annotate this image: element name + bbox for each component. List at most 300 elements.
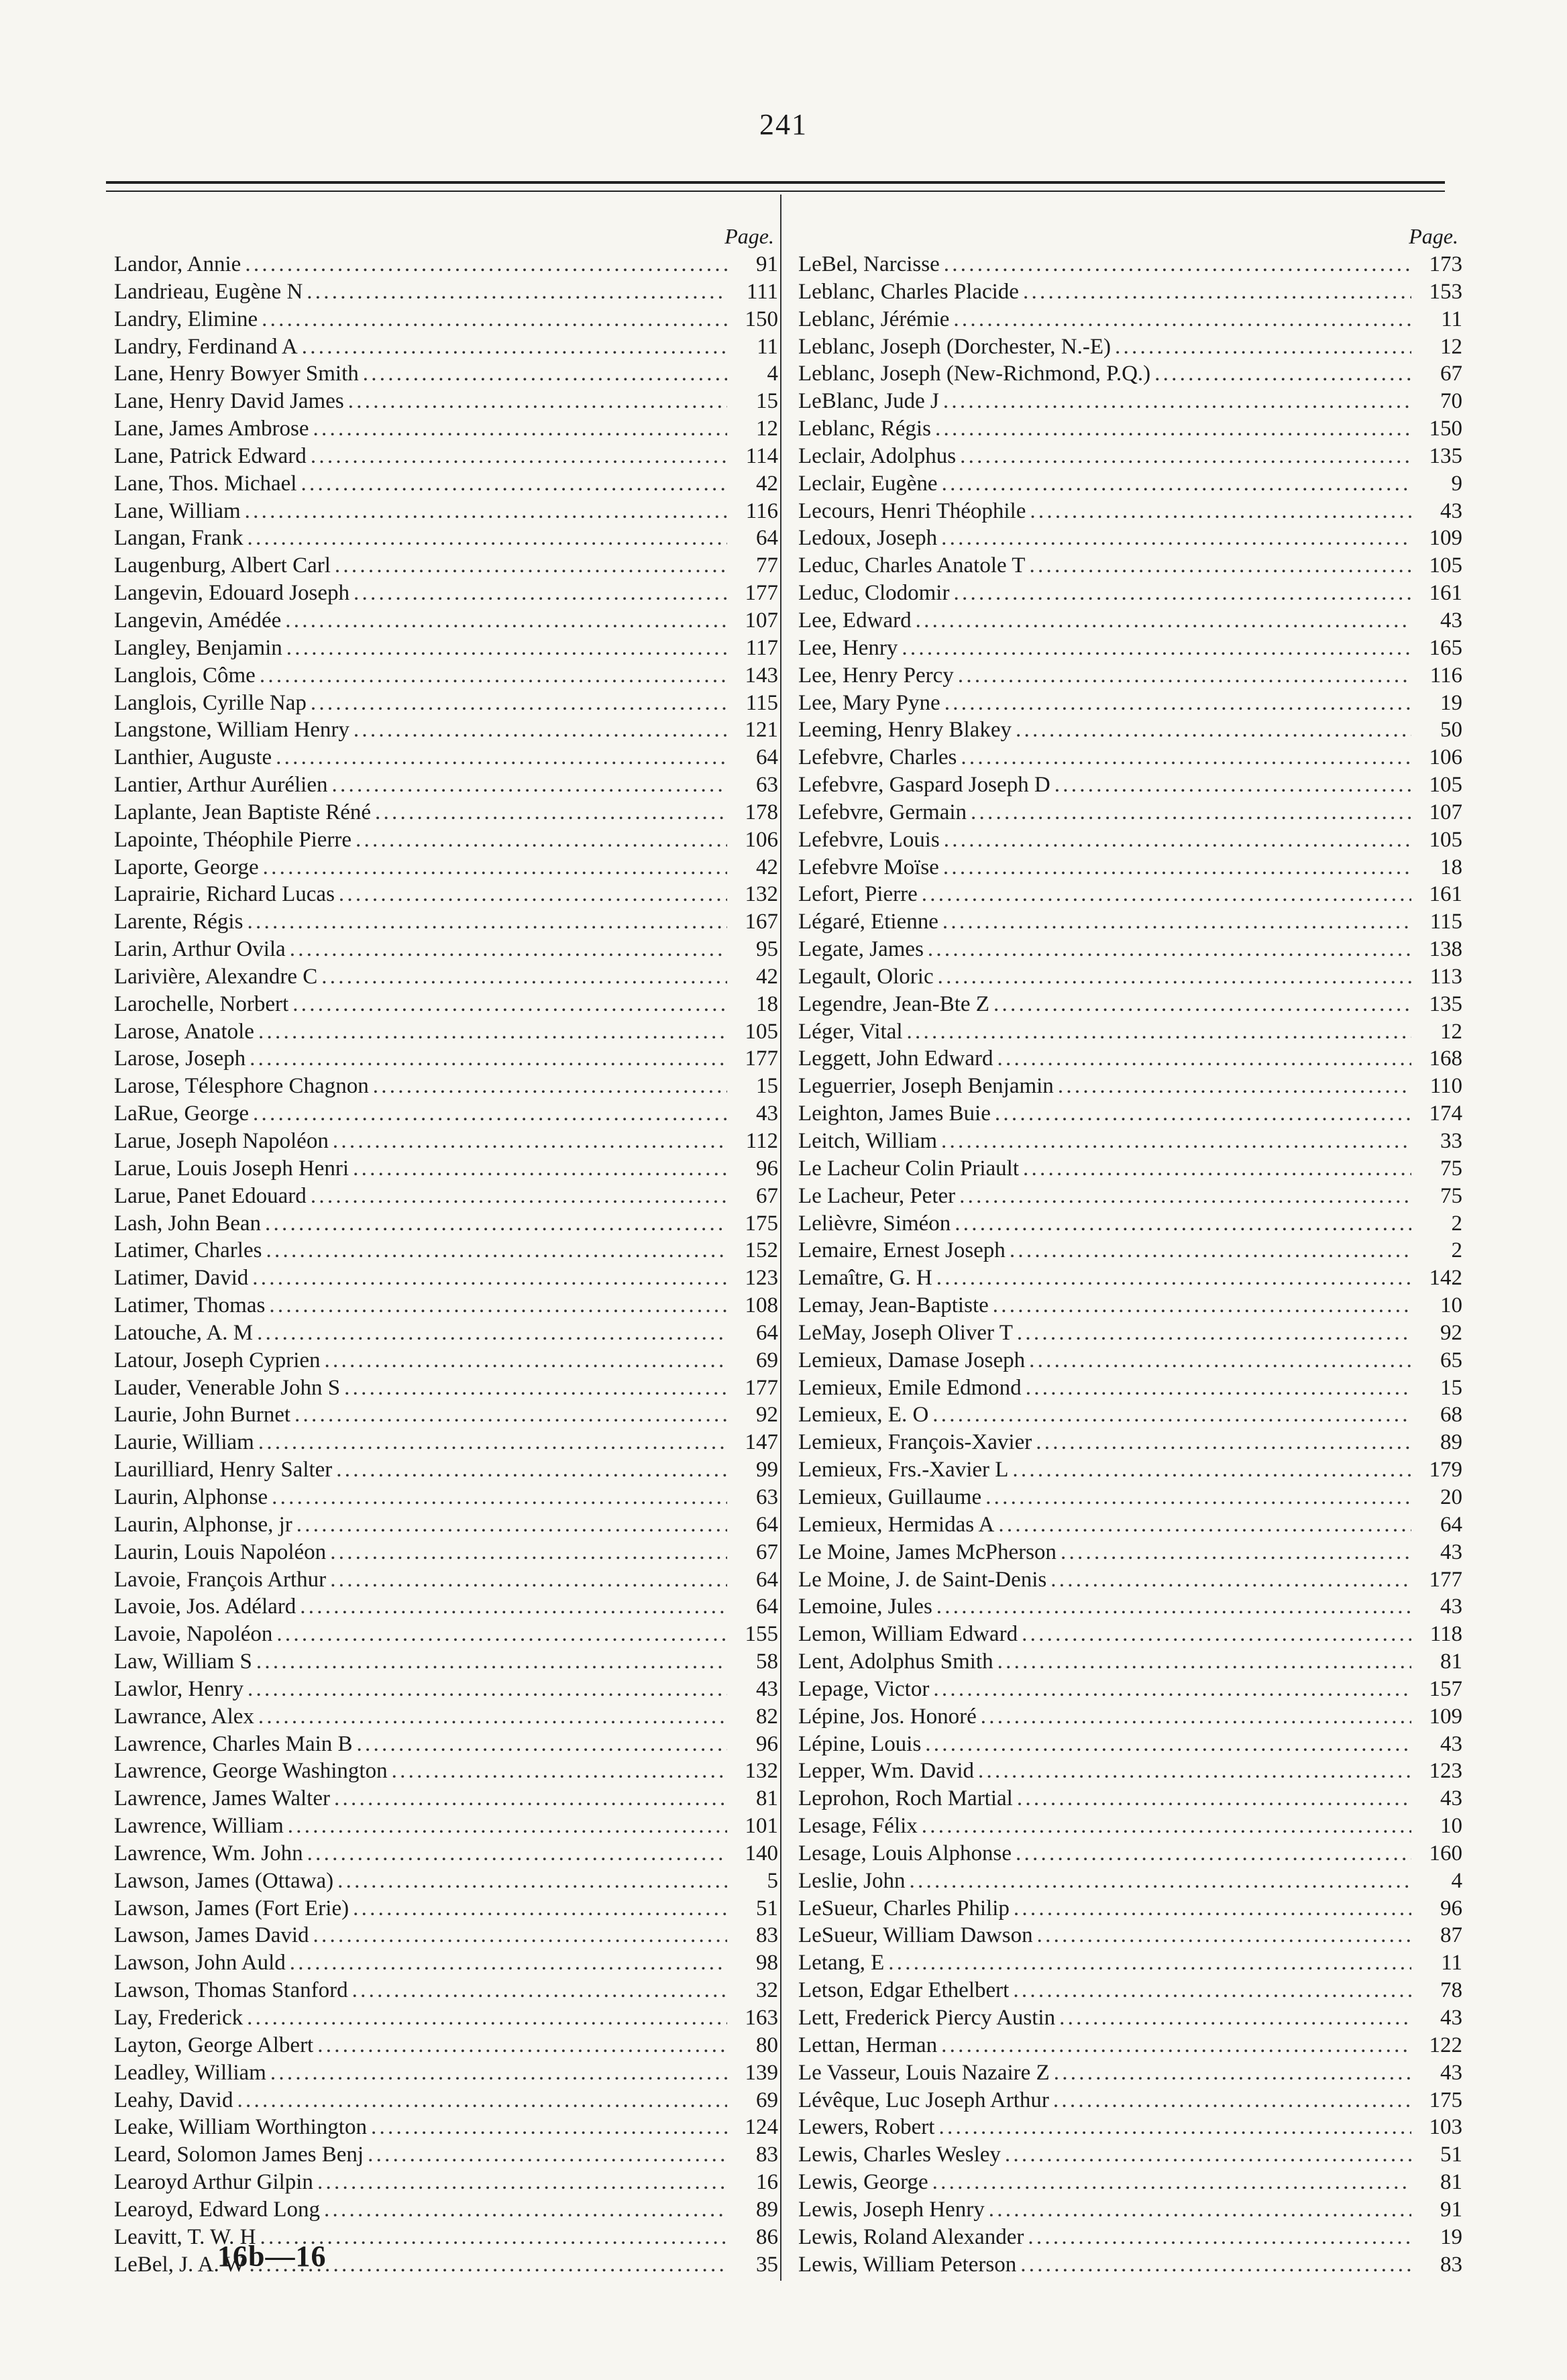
index-entry — [798, 2114, 1462, 2141]
entry-name: Latimer, Charles — [114, 1238, 262, 1263]
dot-leader — [998, 1511, 1411, 1539]
entry-page-number: 173 — [1429, 252, 1462, 276]
entry-name: Laplante, Jean Baptiste Réné — [114, 800, 372, 824]
entry-page-number: 65 — [1440, 1348, 1462, 1372]
dot-leader — [354, 716, 727, 744]
index-entry — [798, 1100, 1462, 1128]
entry-page-number: 161 — [1429, 882, 1462, 907]
index-entry — [798, 1648, 1462, 1676]
index-entry — [798, 1511, 1462, 1539]
dot-leader — [321, 963, 727, 991]
dot-leader — [958, 662, 1411, 690]
entry-page-number: 122 — [1429, 2033, 1462, 2057]
entry-page-number: 70 — [1440, 389, 1462, 414]
index-entry — [114, 1018, 778, 1046]
entry-name: Lemieux, Frs.-Xavier L — [798, 1458, 1009, 1482]
entry-name: Langevin, Edouard Joseph — [114, 581, 349, 606]
entry-name: Larochelle, Norbert — [114, 991, 289, 1016]
entry-name: Leguerrier, Joseph Benjamin — [798, 1074, 1054, 1099]
index-entry — [798, 278, 1462, 306]
index-entry — [114, 1648, 778, 1676]
dot-leader — [245, 251, 727, 278]
entry-name: Lelièvre, Siméon — [798, 1211, 951, 1236]
entry-name: Landrieau, Eugène N — [114, 279, 303, 304]
entry-page-number: 11 — [1441, 1951, 1462, 1976]
entry-name: Lemaître, G. H — [798, 1266, 932, 1291]
dot-leader — [1014, 1895, 1411, 1923]
entry-page-number: 20 — [1440, 1484, 1462, 1509]
entry-page-number: 43 — [756, 1101, 778, 1126]
index-entry — [798, 415, 1462, 443]
index-entry — [114, 1237, 778, 1264]
dot-leader — [373, 1073, 727, 1100]
entry-page-number: 43 — [1440, 2060, 1462, 2085]
index-entry — [798, 1155, 1462, 1183]
entry-page-number: 67 — [756, 1539, 778, 1564]
index-entry — [114, 2141, 778, 2169]
entry-name: Lawrence, Charles Main B — [114, 1731, 353, 1756]
entry-page-number: 109 — [1429, 526, 1462, 551]
left-entry-list — [114, 251, 778, 2278]
index-entry — [114, 1456, 778, 1484]
dot-leader — [339, 881, 727, 908]
dot-leader — [266, 1237, 727, 1264]
entry-page-number: 157 — [1429, 1676, 1462, 1701]
entry-page-number: 78 — [1440, 1978, 1462, 2003]
entry-page-number: 165 — [1429, 635, 1462, 660]
entry-name: Leblanc, Joseph (Dorchester, N.-E) — [798, 334, 1111, 359]
entry-page-number: 116 — [745, 498, 778, 523]
index-entry — [798, 1757, 1462, 1785]
entry-page-number: 12 — [1440, 334, 1462, 359]
entry-page-number: 95 — [756, 937, 778, 962]
entry-page-number: 106 — [1429, 745, 1462, 770]
index-entry — [114, 1319, 778, 1347]
entry-name: Legendre, Jean-Bte Z — [798, 991, 989, 1016]
index-entry — [114, 1100, 778, 1128]
entry-name: Lawrence, Wm. John — [114, 1841, 303, 1865]
index-entry — [798, 2169, 1462, 2196]
dot-leader — [1005, 2141, 1411, 2169]
index-entry — [114, 1840, 778, 1868]
dot-leader — [938, 2114, 1411, 2141]
entry-name: Lane, William — [114, 498, 241, 523]
dot-leader — [257, 1319, 727, 1347]
entry-name: Leslie, John — [798, 1868, 906, 1893]
entry-page-number: 63 — [756, 773, 778, 798]
index-entry — [798, 1731, 1462, 1758]
entry-name: Larose, Joseph — [114, 1046, 246, 1071]
dot-leader — [941, 525, 1411, 552]
dot-leader — [296, 1511, 727, 1539]
dot-leader — [371, 2114, 727, 2141]
index-entry — [798, 1073, 1462, 1100]
entry-page-number: 43 — [1440, 1731, 1462, 1756]
dot-leader — [260, 662, 727, 690]
entry-name: Larose, Anatole — [114, 1019, 254, 1044]
dot-leader — [288, 1813, 727, 1840]
dot-leader — [250, 1045, 727, 1073]
dot-leader — [292, 991, 727, 1018]
index-entry — [114, 580, 778, 607]
dot-leader — [955, 1210, 1411, 1238]
entry-page-number: 105 — [745, 1019, 778, 1044]
entry-page-number: 50 — [1440, 718, 1462, 743]
entry-name: Le Lacheur Colin Priault — [798, 1156, 1019, 1181]
index-entry — [798, 963, 1462, 991]
index-entry — [798, 1045, 1462, 1073]
entry-name: Larose, Télesphore Chagnon — [114, 1074, 369, 1099]
entry-page-number: 10 — [1440, 1814, 1462, 1839]
entry-name: Larue, Louis Joseph Henri — [114, 1156, 349, 1181]
entry-name: Leard, Solomon James Benj — [114, 2143, 364, 2167]
entry-name: Lepage, Victor — [798, 1676, 930, 1701]
entry-name: Lewis, Roland Alexander — [798, 2224, 1024, 2249]
entry-page-number: 63 — [756, 1484, 778, 1509]
dot-leader — [936, 1593, 1411, 1621]
index-entry — [114, 1676, 778, 1703]
index-entry — [798, 1429, 1462, 1456]
dot-leader — [294, 1401, 727, 1429]
dot-leader — [262, 306, 727, 333]
dot-leader — [935, 415, 1411, 443]
index-entry — [798, 826, 1462, 854]
entry-name: Lépine, Jos. Honoré — [798, 1704, 977, 1729]
dot-leader — [944, 690, 1411, 717]
entry-name: LeBel, J. A. W — [114, 2252, 246, 2277]
index-entry — [114, 1868, 778, 1895]
entry-page-number: 83 — [756, 2143, 778, 2167]
dot-leader — [330, 1566, 727, 1594]
index-entry — [798, 1237, 1462, 1264]
index-entry — [798, 1621, 1462, 1648]
entry-name: Le Moine, James McPherson — [798, 1539, 1057, 1564]
dot-leader — [997, 1648, 1411, 1676]
dot-leader — [932, 2169, 1411, 2196]
right-index-column — [798, 221, 1462, 2278]
entry-page-number: 64 — [756, 1320, 778, 1345]
dot-leader — [1154, 360, 1411, 388]
index-entry — [114, 1539, 778, 1566]
entry-page-number: 67 — [1440, 362, 1462, 386]
dot-leader — [1036, 1429, 1411, 1456]
entry-page-number: 18 — [756, 991, 778, 1016]
entry-page-number: 81 — [1440, 1649, 1462, 1674]
entry-name: Lay, Frederick — [114, 2006, 244, 2030]
entry-name: Lewers, Robert — [798, 2115, 935, 2140]
index-entry — [798, 1566, 1462, 1594]
dot-leader — [256, 1648, 727, 1676]
entry-page-number: 135 — [1429, 991, 1462, 1016]
index-entry — [114, 1593, 778, 1621]
dot-leader — [959, 1183, 1411, 1210]
entry-name: Le Vasseur, Louis Nazaire Z — [798, 2060, 1050, 2085]
dot-leader — [258, 1018, 727, 1046]
entry-name: Latimer, Thomas — [114, 1293, 266, 1318]
entry-page-number: 124 — [745, 2115, 778, 2140]
entry-page-number: 177 — [745, 1375, 778, 1400]
entry-page-number: 82 — [756, 1704, 778, 1729]
dot-leader — [933, 1676, 1411, 1703]
dot-leader — [1026, 1374, 1411, 1402]
index-entry — [114, 1292, 778, 1319]
index-entry — [798, 388, 1462, 415]
dot-leader — [1017, 1319, 1411, 1347]
index-entry — [114, 306, 778, 333]
dot-leader — [1010, 1237, 1411, 1264]
entry-page-number: 168 — [1429, 1046, 1462, 1071]
entry-page-number: 42 — [756, 855, 778, 879]
dot-leader — [245, 498, 727, 525]
dot-leader — [313, 415, 727, 443]
entry-name: Larivière, Alexandre C — [114, 964, 318, 989]
entry-page-number: 2 — [1451, 1238, 1462, 1263]
index-entry — [798, 306, 1462, 333]
entry-page-number: 15 — [756, 1074, 778, 1099]
entry-name: Laurin, Louis Napoléon — [114, 1539, 327, 1564]
dot-leader — [276, 744, 727, 771]
entry-name: Ledoux, Joseph — [798, 526, 938, 551]
entry-page-number: 175 — [1429, 2088, 1462, 2112]
entry-name: Lewis, Joseph Henry — [798, 2197, 985, 2222]
dot-leader — [944, 251, 1411, 278]
entry-name: Legault, Oloric — [798, 964, 934, 989]
entry-page-number: 69 — [756, 1348, 778, 1372]
index-entry — [114, 635, 778, 662]
entry-page-number: 19 — [1440, 2224, 1462, 2249]
index-entry — [798, 1484, 1462, 1511]
dot-leader — [1050, 1566, 1411, 1594]
index-entry — [798, 690, 1462, 717]
index-entry — [114, 1813, 778, 1840]
entry-name: Landry, Ferdinand A — [114, 334, 298, 359]
entry-name: LeMay, Joseph Oliver T — [798, 1320, 1013, 1345]
index-entry — [114, 1128, 778, 1155]
entry-name: Landry, Elimine — [114, 307, 258, 331]
entry-name: Léger, Vital — [798, 1019, 903, 1044]
dot-leader — [334, 1785, 727, 1813]
entry-page-number: 161 — [1429, 581, 1462, 606]
entry-name: Latimer, David — [114, 1266, 249, 1291]
dot-leader — [317, 2169, 727, 2196]
dot-leader — [290, 1949, 727, 1977]
dot-leader — [270, 2059, 727, 2087]
dot-leader — [936, 1264, 1411, 1292]
index-entry — [114, 251, 778, 278]
dot-leader — [333, 1128, 727, 1155]
entry-page-number: 178 — [745, 800, 778, 824]
entry-page-number: 177 — [745, 1046, 778, 1071]
entry-name: Lapointe, Théophile Pierre — [114, 827, 352, 852]
index-entry — [798, 333, 1462, 361]
entry-name: Lemieux, Damase Joseph — [798, 1348, 1026, 1372]
entry-name: Le Lacheur, Peter — [798, 1183, 956, 1208]
entry-page-number: 105 — [1429, 553, 1462, 578]
entry-name: Lauder, Venerable John S — [114, 1375, 341, 1400]
index-entry — [798, 1840, 1462, 1868]
entry-name: Laporte, George — [114, 855, 259, 879]
dot-leader — [944, 826, 1411, 854]
entry-page-number: 91 — [1440, 2197, 1462, 2222]
index-entry — [798, 607, 1462, 635]
dot-leader — [960, 443, 1411, 470]
entry-page-number: 139 — [745, 2060, 778, 2085]
entry-page-number: 51 — [756, 1896, 778, 1921]
entry-name: Learoyd Arthur Gilpin — [114, 2170, 313, 2195]
index-entry — [798, 716, 1462, 744]
entry-page-number: 58 — [756, 1649, 778, 1674]
left-index-column — [114, 221, 778, 2278]
dot-leader — [332, 771, 728, 799]
entry-name: Legate, James — [798, 937, 924, 962]
entry-name: Lemieux, François-Xavier — [798, 1430, 1032, 1455]
entry-name: Leake, William Worthington — [114, 2115, 367, 2140]
dot-leader — [311, 443, 727, 470]
index-entry — [798, 799, 1462, 826]
entry-page-number: 153 — [1429, 279, 1462, 304]
right-page-heading: Page. — [1409, 224, 1458, 248]
entry-name: Lane, James Ambrose — [114, 417, 309, 441]
dot-leader — [263, 854, 727, 881]
index-entry — [114, 963, 778, 991]
dot-leader — [993, 1292, 1411, 1319]
entry-name: Lee, Henry Percy — [798, 663, 954, 688]
index-entry — [114, 1949, 778, 1977]
entry-page-number: 96 — [756, 1731, 778, 1756]
entry-name: LeSueur, Charles Philip — [798, 1896, 1010, 1921]
entry-page-number: 106 — [745, 827, 778, 852]
dot-leader — [909, 1868, 1411, 1895]
index-entry — [114, 443, 778, 470]
entry-name: Layton, George Albert — [114, 2033, 314, 2057]
index-entry — [114, 1484, 778, 1511]
entry-name: Lane, Patrick Edward — [114, 443, 307, 468]
dot-leader — [258, 1703, 727, 1731]
dot-leader — [276, 1621, 727, 1648]
entry-name: Lefebvre, Louis — [798, 827, 940, 852]
entry-name: Lane, Henry Bowyer Smith — [114, 362, 359, 386]
dot-leader — [324, 2196, 727, 2224]
index-entry — [798, 2196, 1462, 2224]
dot-leader — [941, 2032, 1411, 2059]
entry-page-number: 110 — [1429, 1074, 1462, 1099]
page-number: 241 — [759, 108, 808, 141]
index-entry — [798, 470, 1462, 498]
index-entry — [114, 2032, 778, 2059]
entry-name: Lee, Henry — [798, 635, 898, 660]
dot-leader — [290, 936, 727, 963]
dot-leader — [272, 1484, 727, 1511]
index-entry — [798, 1922, 1462, 1949]
entry-page-number: 167 — [745, 910, 778, 934]
dot-leader — [286, 635, 727, 662]
entry-name: Lawson, John Auld — [114, 1951, 286, 1976]
entry-name: LaRue, George — [114, 1101, 249, 1126]
dot-leader — [1023, 278, 1411, 306]
entry-page-number: 9 — [1451, 471, 1462, 496]
index-entry — [798, 744, 1462, 771]
dot-leader — [356, 826, 727, 854]
entry-name: Légaré, Etienne — [798, 910, 938, 934]
entry-page-number: 43 — [1440, 608, 1462, 633]
entry-name: Larue, Panet Edouard — [114, 1183, 307, 1208]
right-entry-list — [798, 251, 1462, 2278]
entry-page-number: 43 — [756, 1676, 778, 1701]
entry-page-number: 4 — [1451, 1868, 1462, 1893]
dot-leader — [301, 470, 727, 498]
dot-leader — [269, 1292, 727, 1319]
index-entry — [114, 2059, 778, 2087]
index-entry — [114, 690, 778, 717]
index-entry — [114, 1895, 778, 1923]
dot-leader — [997, 1045, 1411, 1073]
entry-name: Larente, Régis — [114, 910, 244, 934]
dot-leader — [943, 854, 1411, 881]
entry-name: Lavoie, Jos. Adélard — [114, 1594, 296, 1619]
entry-name: LeBel, Narcisse — [798, 252, 940, 276]
index-entry — [114, 2087, 778, 2114]
index-entry — [798, 2059, 1462, 2087]
index-entry — [114, 1264, 778, 1292]
index-entry — [798, 1977, 1462, 2004]
dot-leader — [922, 1813, 1411, 1840]
entry-name: Lawrance, Alex — [114, 1704, 254, 1729]
index-entry — [798, 936, 1462, 963]
index-entry — [114, 552, 778, 580]
dot-leader — [1037, 1922, 1411, 1949]
dot-leader — [938, 963, 1411, 991]
dot-leader — [357, 1731, 727, 1758]
index-entry — [798, 1539, 1462, 1566]
index-entry — [798, 2251, 1462, 2279]
entry-page-number: 80 — [756, 2033, 778, 2057]
index-entry — [114, 2169, 778, 2196]
entry-page-number: 64 — [756, 1567, 778, 1592]
entry-name: Lépine, Louis — [798, 1731, 922, 1756]
dot-leader — [1016, 1840, 1411, 1868]
index-entry — [798, 1210, 1462, 1238]
entry-page-number: 89 — [1440, 1430, 1462, 1455]
index-entry — [798, 771, 1462, 799]
entry-page-number: 117 — [745, 635, 778, 660]
entry-page-number: 114 — [745, 443, 778, 468]
dot-leader — [247, 525, 727, 552]
index-entry — [798, 2032, 1462, 2059]
entry-name: Learoyd, Edward Long — [114, 2197, 320, 2222]
entry-page-number: 87 — [1440, 1923, 1462, 1948]
entry-name: Latour, Joseph Cyprien — [114, 1348, 321, 1372]
index-entry — [798, 1593, 1462, 1621]
entry-name: Laurilliard, Henry Salter — [114, 1458, 333, 1482]
index-entry — [798, 1813, 1462, 1840]
index-entry — [114, 2224, 778, 2251]
entry-name: Leduc, Clodomir — [798, 581, 950, 606]
index-entry — [798, 1703, 1462, 1731]
entry-page-number: 43 — [1440, 1594, 1462, 1619]
index-entry — [798, 1949, 1462, 1977]
entry-name: Leeming, Henry Blakey — [798, 718, 1012, 743]
dot-leader — [285, 607, 727, 635]
index-entry — [798, 1347, 1462, 1374]
entry-name: Lewis, George — [798, 2170, 928, 2195]
entry-name: Lett, Frederick Piercy Austin — [798, 2006, 1056, 2030]
entry-page-number: 107 — [745, 608, 778, 633]
entry-name: Leclair, Eugène — [798, 471, 938, 496]
entry-name: Lewis, William Peterson — [798, 2252, 1017, 2277]
dot-leader — [337, 1868, 727, 1895]
dot-leader — [1023, 1155, 1411, 1183]
dot-leader — [989, 2196, 1411, 2224]
